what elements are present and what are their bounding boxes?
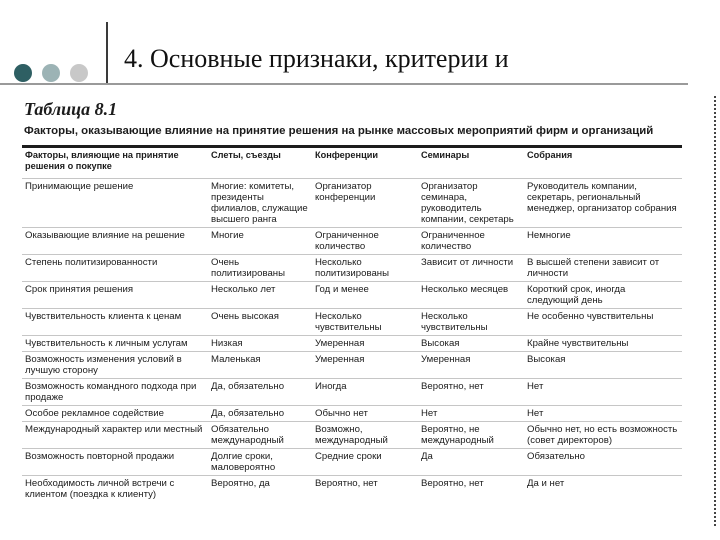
table-body [22,179,682,503]
value-cell: Нет [524,379,682,406]
slide-title: 4. Основные признаки, критерии и [124,44,509,73]
value-cell: Несколько политизированы [312,255,418,282]
value-cell: Да, обязательно [208,379,312,406]
value-cell: В высшей степени зависит от личности [524,255,682,282]
table-row [22,476,682,503]
value-cell: Несколько чувствительны [312,309,418,336]
value-cell: Обычно нет, но есть возможность (совет директоров) [524,422,682,449]
dot-light-icon [70,64,88,82]
value-cell: Обязательно международный [208,422,312,449]
column-header: Конференции [315,150,379,160]
column-header: Семинары [421,150,470,160]
value-cell: Несколько месяцев [418,282,524,309]
value-cell: Вероятно, да [208,476,312,503]
value-cell: Долгие сроки, маловероятно [208,449,312,476]
factor-cell: Необходимость личной встречи с клиентом (поездка к клиенту) [22,476,208,503]
table-row [22,336,682,352]
table-row [22,309,682,336]
value-cell: Организатор конференции [312,179,418,228]
table-row [22,406,682,422]
table-caption: Факторы, оказывающие влияние на принятие решения на рынке массовых мероприятий фирм и организаций [24,125,654,137]
table-row [22,255,682,282]
scan-edge [714,96,720,526]
title-divider [106,22,108,84]
factor-cell: Особое рекламное содействие [22,406,208,422]
factors-table [22,148,682,502]
title-underline [0,83,688,85]
value-cell: Год и менее [312,282,418,309]
value-cell: Не особенно чувствительны [524,309,682,336]
value-cell: Руководитель компании, секретарь, региональный менеджер, организатор собрания [524,179,682,228]
factor-cell: Возможность изменения условий в лучшую сторону [22,352,208,379]
table-label: Таблица 8.1 [24,99,118,119]
table-row [22,179,682,228]
value-cell: Умеренная [312,352,418,379]
value-cell: Короткий срок, иногда следующий день [524,282,682,309]
value-cell: Иногда [312,379,418,406]
dot-medium-icon [42,64,60,82]
value-cell: Очень политизированы [208,255,312,282]
value-cell: Умеренная [312,336,418,352]
value-cell: Организатор семинара, руководитель компании, секретарь [418,179,524,228]
value-cell: Да и нет [524,476,682,503]
table-header-row [22,148,682,179]
value-cell: Несколько чувствительны [418,309,524,336]
value-cell: Маленькая [208,352,312,379]
table-row [22,379,682,406]
value-cell: Обычно нет [312,406,418,422]
value-cell: Ограниченное количество [312,228,418,255]
factor-cell: Принимающие решение [22,179,208,228]
value-cell: Да, обязательно [208,406,312,422]
value-cell: Вероятно, нет [418,379,524,406]
value-cell: Немногие [524,228,682,255]
value-cell: Нет [524,406,682,422]
scanned-table-image [10,96,682,522]
value-cell: Низкая [208,336,312,352]
factor-cell: Возможность повторной продажи [22,449,208,476]
value-cell: Зависит от личности [418,255,524,282]
dot-dark-icon [14,64,32,82]
value-cell: Обязательно [524,449,682,476]
factor-cell: Срок принятия решения [22,282,208,309]
value-cell: Вероятно, нет [312,476,418,503]
value-cell: Высокая [524,352,682,379]
table-row [22,282,682,309]
table-row [22,449,682,476]
table-row [22,422,682,449]
factor-cell: Оказывающие влияние на решение [22,228,208,255]
table-row [22,352,682,379]
value-cell: Многие: комитеты, президенты филиалов, служащие высшего ранга [208,179,312,228]
value-cell: Вероятно, не международный [418,422,524,449]
value-cell: Крайне чувствительны [524,336,682,352]
factor-cell: Возможность командного подхода при продаже [22,379,208,406]
value-cell: Да [418,449,524,476]
table-row [22,228,682,255]
column-header: Слеты, съезды [211,150,281,160]
value-cell: Очень высокая [208,309,312,336]
factor-cell: Степень политизированности [22,255,208,282]
column-header: Собрания [527,150,573,160]
value-cell: Возможно, международный [312,422,418,449]
value-cell: Умеренная [418,352,524,379]
value-cell: Высокая [418,336,524,352]
value-cell: Несколько лет [208,282,312,309]
value-cell: Вероятно, нет [418,476,524,503]
value-cell: Средние сроки [312,449,418,476]
value-cell: Нет [418,406,524,422]
column-header: Факторы, влияющие на принятие решения о покупке [25,150,179,171]
factor-cell: Международный характер или местный [22,422,208,449]
value-cell: Многие [208,228,312,255]
value-cell: Ограниченное количество [418,228,524,255]
factor-cell: Чувствительность к личным услугам [22,336,208,352]
factor-cell: Чувствительность клиента к ценам [22,309,208,336]
